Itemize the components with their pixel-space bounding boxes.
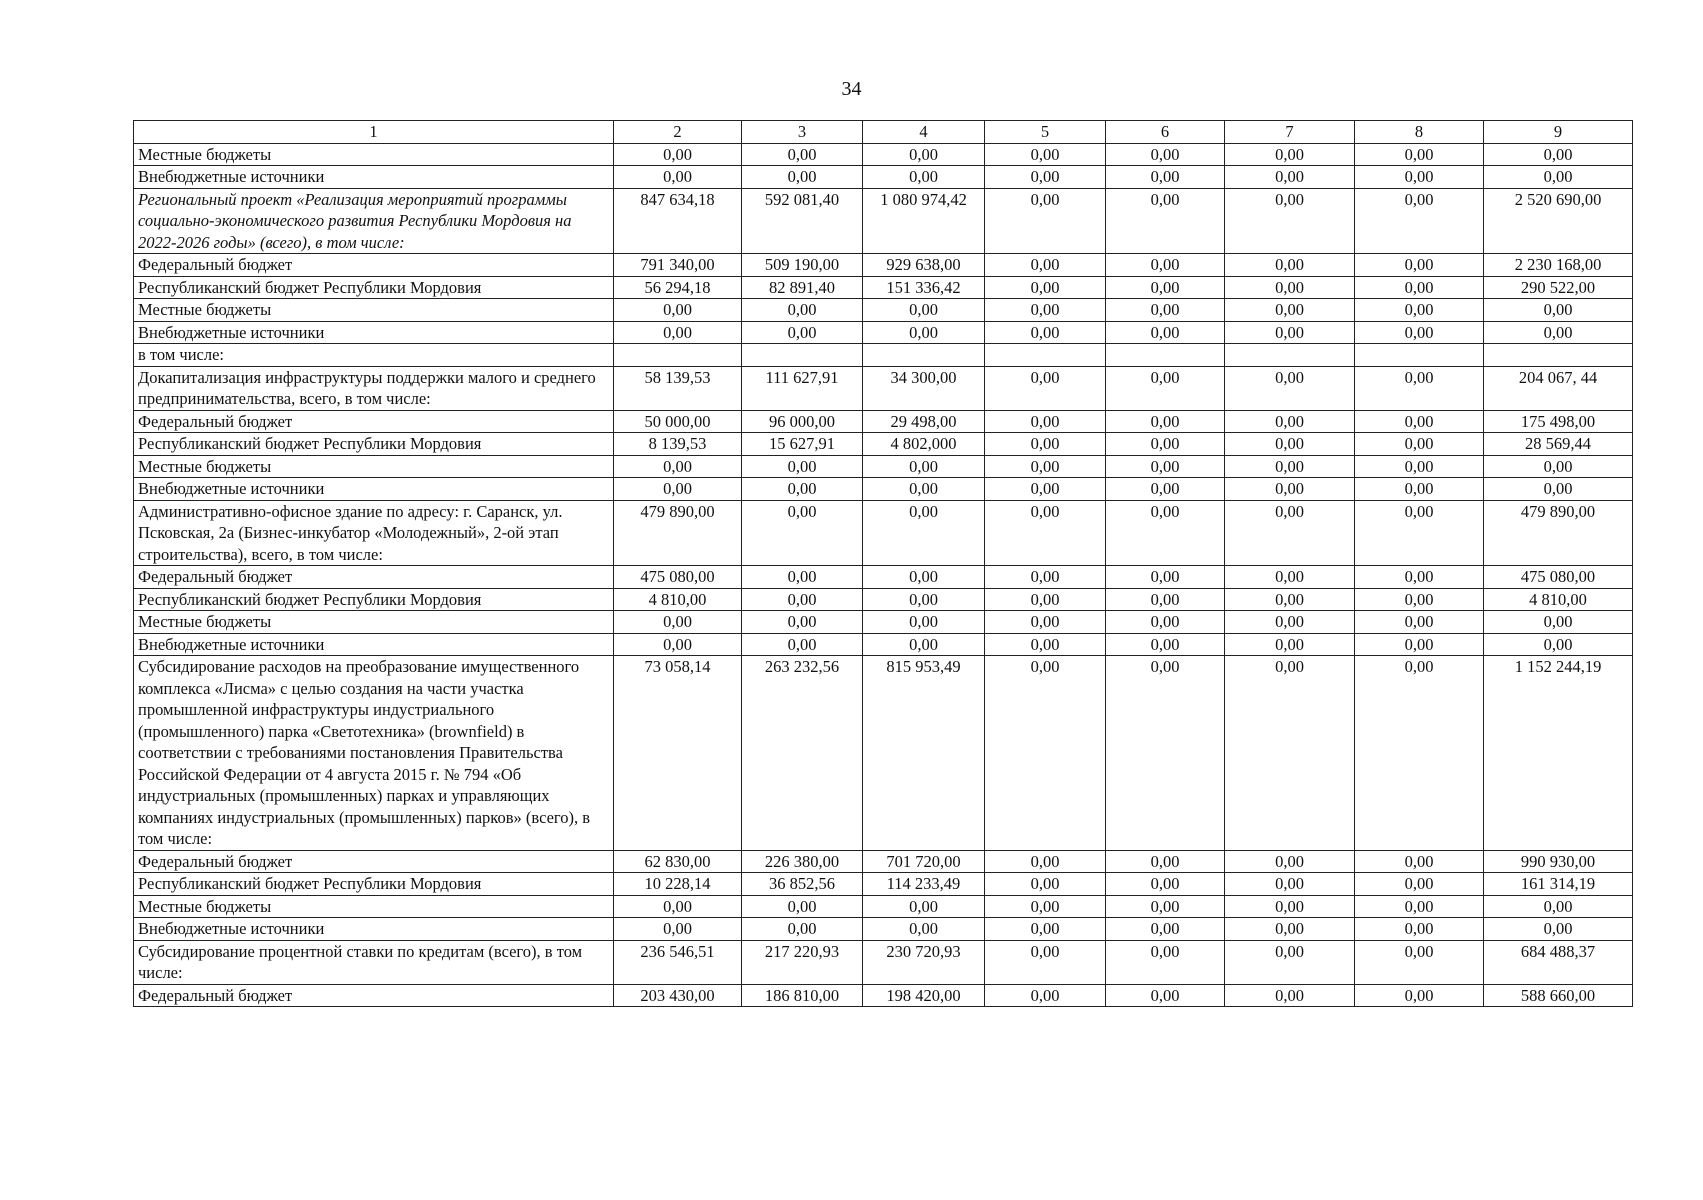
- row-label: Внебюджетные источники: [134, 321, 614, 344]
- table-cell: 0,00: [985, 299, 1106, 322]
- table-cell: 114 233,49: [863, 873, 985, 896]
- table-row: [134, 276, 1633, 299]
- row-label: Республиканский бюджет Республики Мордовия: [134, 276, 614, 299]
- table-cell: 0,00: [1355, 895, 1484, 918]
- table-row: [134, 850, 1633, 873]
- table-cell: 0,00: [614, 166, 742, 189]
- table-cell: 0,00: [1355, 918, 1484, 941]
- column-header: 6: [1106, 121, 1225, 144]
- table-cell: 0,00: [1106, 433, 1225, 456]
- table-cell: 0,00: [742, 455, 863, 478]
- table-cell: 34 300,00: [863, 366, 985, 410]
- table-cell: 0,00: [1106, 254, 1225, 277]
- table-cell: 0,00: [863, 918, 985, 941]
- row-label: Местные бюджеты: [134, 455, 614, 478]
- table-cell: 0,00: [1355, 984, 1484, 1007]
- table-cell: 0,00: [1106, 566, 1225, 589]
- table-cell: 0,00: [1355, 940, 1484, 984]
- table-cell: 198 420,00: [863, 984, 985, 1007]
- table-row: [134, 633, 1633, 656]
- table-cell: 0,00: [1106, 850, 1225, 873]
- table-cell: 0,00: [1355, 166, 1484, 189]
- table-cell: 151 336,42: [863, 276, 985, 299]
- table-cell: 0,00: [1225, 188, 1355, 254]
- table-cell: 96 000,00: [742, 410, 863, 433]
- table-cell: 0,00: [985, 166, 1106, 189]
- table-cell: 0,00: [985, 366, 1106, 410]
- table-cell: 0,00: [1355, 143, 1484, 166]
- row-label: Административно-офисное здание по адресу: г. Саранск, ул. Псковская, 2а (Бизнес-инкубатор «Молодежный», 2-ой этап строительства), всего, в том числе:: [134, 500, 614, 566]
- table-row: [134, 188, 1633, 254]
- table-cell: 0,00: [1484, 478, 1633, 501]
- table-cell: 226 380,00: [742, 850, 863, 873]
- table-cell: 0,00: [985, 940, 1106, 984]
- table-cell: 0,00: [742, 611, 863, 634]
- table-cell: 0,00: [1355, 254, 1484, 277]
- table-row: [134, 366, 1633, 410]
- table-cell: 0,00: [742, 299, 863, 322]
- table-cell: 0,00: [1225, 918, 1355, 941]
- table-cell: 0,00: [1484, 895, 1633, 918]
- table-cell: 0,00: [614, 455, 742, 478]
- table-cell: 0,00: [1225, 850, 1355, 873]
- table-cell: 0,00: [863, 321, 985, 344]
- table-cell: 0,00: [1106, 143, 1225, 166]
- table-cell: 0,00: [1106, 455, 1225, 478]
- table-cell: 0,00: [742, 321, 863, 344]
- table-cell: 0,00: [985, 895, 1106, 918]
- table-cell: 0,00: [863, 478, 985, 501]
- table-cell: 509 190,00: [742, 254, 863, 277]
- table-cell: 0,00: [1106, 321, 1225, 344]
- table-cell: 0,00: [985, 611, 1106, 634]
- table-cell: 0,00: [1225, 588, 1355, 611]
- table-cell: 815 953,49: [863, 656, 985, 851]
- table-cell: [863, 344, 985, 367]
- table-cell: 204 067, 44: [1484, 366, 1633, 410]
- table-cell: 0,00: [614, 918, 742, 941]
- table-cell: 847 634,18: [614, 188, 742, 254]
- row-label: Местные бюджеты: [134, 895, 614, 918]
- table-cell: 0,00: [1484, 918, 1633, 941]
- table-cell: 0,00: [1225, 500, 1355, 566]
- table-cell: 28 569,44: [1484, 433, 1633, 456]
- table-cell: 4 810,00: [1484, 588, 1633, 611]
- column-header: 5: [985, 121, 1106, 144]
- table-cell: 0,00: [1355, 366, 1484, 410]
- table-row: [134, 433, 1633, 456]
- table-cell: 0,00: [614, 299, 742, 322]
- page-number: 34: [841, 78, 862, 100]
- table-cell: 0,00: [985, 566, 1106, 589]
- table-cell: 186 810,00: [742, 984, 863, 1007]
- table-cell: 0,00: [1225, 611, 1355, 634]
- table-cell: 0,00: [1106, 478, 1225, 501]
- row-label: Федеральный бюджет: [134, 254, 614, 277]
- table-cell: 0,00: [1355, 500, 1484, 566]
- table-cell: 0,00: [863, 895, 985, 918]
- row-label: Местные бюджеты: [134, 299, 614, 322]
- table-cell: 0,00: [1225, 366, 1355, 410]
- budget-table: [133, 120, 1633, 1007]
- row-label: Республиканский бюджет Республики Мордовия: [134, 588, 614, 611]
- table-cell: 0,00: [985, 984, 1106, 1007]
- table-cell: 8 139,53: [614, 433, 742, 456]
- table-cell: 0,00: [1225, 984, 1355, 1007]
- table-row: [134, 940, 1633, 984]
- table-cell: 0,00: [1225, 478, 1355, 501]
- row-label: Внебюджетные источники: [134, 478, 614, 501]
- column-header: 8: [1355, 121, 1484, 144]
- table-cell: 29 498,00: [863, 410, 985, 433]
- table-cell: 111 627,91: [742, 366, 863, 410]
- table-row: [134, 321, 1633, 344]
- column-header: 9: [1484, 121, 1633, 144]
- table-cell: [1225, 344, 1355, 367]
- table-row: [134, 500, 1633, 566]
- table-row: [134, 873, 1633, 896]
- row-label: Внебюджетные источники: [134, 633, 614, 656]
- table-cell: 175 498,00: [1484, 410, 1633, 433]
- table-cell: 0,00: [985, 276, 1106, 299]
- table-cell: 0,00: [1355, 611, 1484, 634]
- table-cell: 0,00: [985, 455, 1106, 478]
- row-label: Внебюджетные источники: [134, 918, 614, 941]
- table-cell: 1 080 974,42: [863, 188, 985, 254]
- table-cell: 0,00: [985, 410, 1106, 433]
- row-label: Субсидирование процентной ставки по кредитам (всего), в том числе:: [134, 940, 614, 984]
- table-cell: 217 220,93: [742, 940, 863, 984]
- row-label: Местные бюджеты: [134, 143, 614, 166]
- table-cell: 0,00: [1355, 433, 1484, 456]
- table-cell: 0,00: [1106, 656, 1225, 851]
- row-label: Федеральный бюджет: [134, 984, 614, 1007]
- table-cell: 1 152 244,19: [1484, 656, 1633, 851]
- table-cell: 0,00: [614, 143, 742, 166]
- table-cell: 0,00: [1106, 188, 1225, 254]
- table-cell: [614, 344, 742, 367]
- table-cell: 0,00: [1484, 455, 1633, 478]
- table-cell: 0,00: [1225, 166, 1355, 189]
- table-cell: 0,00: [1225, 276, 1355, 299]
- table-cell: 0,00: [863, 588, 985, 611]
- table-cell: 0,00: [614, 611, 742, 634]
- table-cell: 0,00: [614, 478, 742, 501]
- table-row: [134, 455, 1633, 478]
- table-cell: 0,00: [1484, 633, 1633, 656]
- row-label: в том числе:: [134, 344, 614, 367]
- table-cell: 0,00: [742, 918, 863, 941]
- table-cell: 0,00: [1355, 299, 1484, 322]
- table-cell: 0,00: [985, 254, 1106, 277]
- table-row: [134, 656, 1633, 851]
- table-cell: 0,00: [1355, 873, 1484, 896]
- table-cell: 0,00: [1484, 299, 1633, 322]
- table-row: [134, 478, 1633, 501]
- table-cell: 82 891,40: [742, 276, 863, 299]
- row-label: Субсидирование расходов на преобразование имущественного комплекса «Лисма» с целью создания на части участка промышленной инфраструктуры индустриального (промышленного) парка «Светотехника» (brownfield) в соответствии с требованиями постановления Правительства Российской Федерации от 4 августа 2015 г. № 794 «Об индустриальных (промышленных) парках и управляющих компаниях индустриальных (промышленных) парков» (всего), в том числе:: [134, 656, 614, 851]
- table-cell: 0,00: [1355, 656, 1484, 851]
- table-cell: 0,00: [985, 321, 1106, 344]
- table-cell: 0,00: [1225, 895, 1355, 918]
- table-cell: [1355, 344, 1484, 367]
- table-cell: 161 314,19: [1484, 873, 1633, 896]
- table-cell: 0,00: [1225, 940, 1355, 984]
- table-cell: 684 488,37: [1484, 940, 1633, 984]
- table-cell: 0,00: [863, 455, 985, 478]
- table-cell: 62 830,00: [614, 850, 742, 873]
- table-cell: 0,00: [1484, 321, 1633, 344]
- table-cell: 0,00: [1106, 940, 1225, 984]
- table-cell: 0,00: [1484, 166, 1633, 189]
- table-cell: 990 930,00: [1484, 850, 1633, 873]
- table-cell: 0,00: [614, 895, 742, 918]
- table-cell: 0,00: [1225, 656, 1355, 851]
- table-cell: 0,00: [1106, 410, 1225, 433]
- table-cell: 0,00: [1355, 455, 1484, 478]
- table-cell: 0,00: [985, 656, 1106, 851]
- row-label: Федеральный бюджет: [134, 410, 614, 433]
- table-cell: 0,00: [1484, 143, 1633, 166]
- column-header: 3: [742, 121, 863, 144]
- table-row: [134, 254, 1633, 277]
- table-cell: 0,00: [1225, 410, 1355, 433]
- table-header-row: [134, 121, 1633, 144]
- table-cell: 0,00: [985, 433, 1106, 456]
- table-cell: 479 890,00: [1484, 500, 1633, 566]
- table-cell: 0,00: [742, 588, 863, 611]
- table-cell: 230 720,93: [863, 940, 985, 984]
- table-row: [134, 918, 1633, 941]
- table-cell: [1484, 344, 1633, 367]
- table-cell: 0,00: [1225, 299, 1355, 322]
- row-label: Федеральный бюджет: [134, 850, 614, 873]
- table-cell: 0,00: [1106, 166, 1225, 189]
- table-cell: 0,00: [742, 500, 863, 566]
- table-cell: 0,00: [1225, 455, 1355, 478]
- table-cell: 0,00: [1355, 850, 1484, 873]
- table-cell: 0,00: [1225, 143, 1355, 166]
- table-row: [134, 588, 1633, 611]
- column-header: 7: [1225, 121, 1355, 144]
- table-cell: 4 802,000: [863, 433, 985, 456]
- table-cell: 0,00: [863, 633, 985, 656]
- table-cell: 0,00: [1106, 918, 1225, 941]
- table-cell: 0,00: [1355, 588, 1484, 611]
- table-cell: 0,00: [1106, 588, 1225, 611]
- table-cell: 0,00: [1355, 188, 1484, 254]
- table-cell: 0,00: [1355, 321, 1484, 344]
- table-cell: 0,00: [742, 633, 863, 656]
- table-cell: 0,00: [1355, 410, 1484, 433]
- table-cell: 58 139,53: [614, 366, 742, 410]
- table-cell: 0,00: [1225, 433, 1355, 456]
- row-label: Республиканский бюджет Республики Мордовия: [134, 433, 614, 456]
- table-cell: [985, 344, 1106, 367]
- table-cell: 0,00: [742, 478, 863, 501]
- table-cell: 0,00: [1106, 276, 1225, 299]
- table-cell: 0,00: [1106, 366, 1225, 410]
- table-cell: 0,00: [742, 143, 863, 166]
- table-cell: 0,00: [1225, 321, 1355, 344]
- column-header: 4: [863, 121, 985, 144]
- table-cell: 0,00: [985, 918, 1106, 941]
- table-cell: 0,00: [985, 478, 1106, 501]
- table-cell: 2 230 168,00: [1484, 254, 1633, 277]
- table-cell: 0,00: [1106, 873, 1225, 896]
- table-row: [134, 410, 1633, 433]
- table-cell: 2 520 690,00: [1484, 188, 1633, 254]
- table-row: [134, 984, 1633, 1007]
- table-cell: 0,00: [1106, 633, 1225, 656]
- table-cell: 290 522,00: [1484, 276, 1633, 299]
- table-cell: 0,00: [742, 166, 863, 189]
- table-cell: 15 627,91: [742, 433, 863, 456]
- table-cell: 0,00: [1355, 566, 1484, 589]
- table-cell: 479 890,00: [614, 500, 742, 566]
- table-cell: 0,00: [863, 500, 985, 566]
- table-cell: 0,00: [863, 299, 985, 322]
- column-header: 1: [134, 121, 614, 144]
- row-label: Докапитализация инфраструктуры поддержки малого и среднего предпринимательства, всего, в том числе:: [134, 366, 614, 410]
- table-cell: 791 340,00: [614, 254, 742, 277]
- table-cell: 0,00: [985, 143, 1106, 166]
- table-cell: 0,00: [863, 566, 985, 589]
- table-cell: 0,00: [1106, 611, 1225, 634]
- table-cell: 0,00: [1225, 566, 1355, 589]
- table-cell: 0,00: [1484, 611, 1633, 634]
- table-cell: 475 080,00: [1484, 566, 1633, 589]
- table-cell: 0,00: [985, 633, 1106, 656]
- table-cell: 0,00: [1225, 633, 1355, 656]
- table-cell: 592 081,40: [742, 188, 863, 254]
- table-cell: 0,00: [1225, 254, 1355, 277]
- table-cell: 588 660,00: [1484, 984, 1633, 1007]
- table-cell: 0,00: [1225, 873, 1355, 896]
- column-header: 2: [614, 121, 742, 144]
- row-label: Региональный проект «Реализация мероприятий программы социально-экономического развития Республики Мордовия на 2022-2026 годы» (всего), в том числе:: [134, 188, 614, 254]
- table-cell: 0,00: [1106, 984, 1225, 1007]
- table-row: [134, 895, 1633, 918]
- table-cell: 236 546,51: [614, 940, 742, 984]
- row-label: Местные бюджеты: [134, 611, 614, 634]
- table-cell: 0,00: [1106, 299, 1225, 322]
- table-cell: 10 228,14: [614, 873, 742, 896]
- table-cell: 73 058,14: [614, 656, 742, 851]
- table-cell: 0,00: [863, 143, 985, 166]
- table-row: [134, 344, 1633, 367]
- table-cell: 203 430,00: [614, 984, 742, 1007]
- table-cell: 56 294,18: [614, 276, 742, 299]
- table-cell: 0,00: [1106, 500, 1225, 566]
- table-cell: 0,00: [742, 895, 863, 918]
- table-row: [134, 143, 1633, 166]
- table-cell: 0,00: [985, 500, 1106, 566]
- table-cell: 929 638,00: [863, 254, 985, 277]
- table-cell: 0,00: [985, 188, 1106, 254]
- table-cell: 36 852,56: [742, 873, 863, 896]
- table-cell: 701 720,00: [863, 850, 985, 873]
- row-label: Федеральный бюджет: [134, 566, 614, 589]
- table-row: [134, 166, 1633, 189]
- table-cell: 0,00: [863, 611, 985, 634]
- table-cell: 263 232,56: [742, 656, 863, 851]
- row-label: Республиканский бюджет Республики Мордовия: [134, 873, 614, 896]
- table-cell: 0,00: [863, 166, 985, 189]
- table-cell: [742, 344, 863, 367]
- row-label: Внебюджетные источники: [134, 166, 614, 189]
- table-row: [134, 299, 1633, 322]
- table-cell: 0,00: [1355, 633, 1484, 656]
- table-cell: [1106, 344, 1225, 367]
- table-row: [134, 611, 1633, 634]
- table-cell: 0,00: [985, 873, 1106, 896]
- table-cell: 0,00: [1355, 478, 1484, 501]
- table-cell: 0,00: [985, 850, 1106, 873]
- table-cell: 4 810,00: [614, 588, 742, 611]
- table-cell: 0,00: [614, 321, 742, 344]
- table-row: [134, 566, 1633, 589]
- table-cell: 50 000,00: [614, 410, 742, 433]
- table-cell: 0,00: [1106, 895, 1225, 918]
- table-cell: 475 080,00: [614, 566, 742, 589]
- table-cell: 0,00: [1355, 276, 1484, 299]
- table-cell: 0,00: [742, 566, 863, 589]
- table-cell: 0,00: [614, 633, 742, 656]
- table-cell: 0,00: [985, 588, 1106, 611]
